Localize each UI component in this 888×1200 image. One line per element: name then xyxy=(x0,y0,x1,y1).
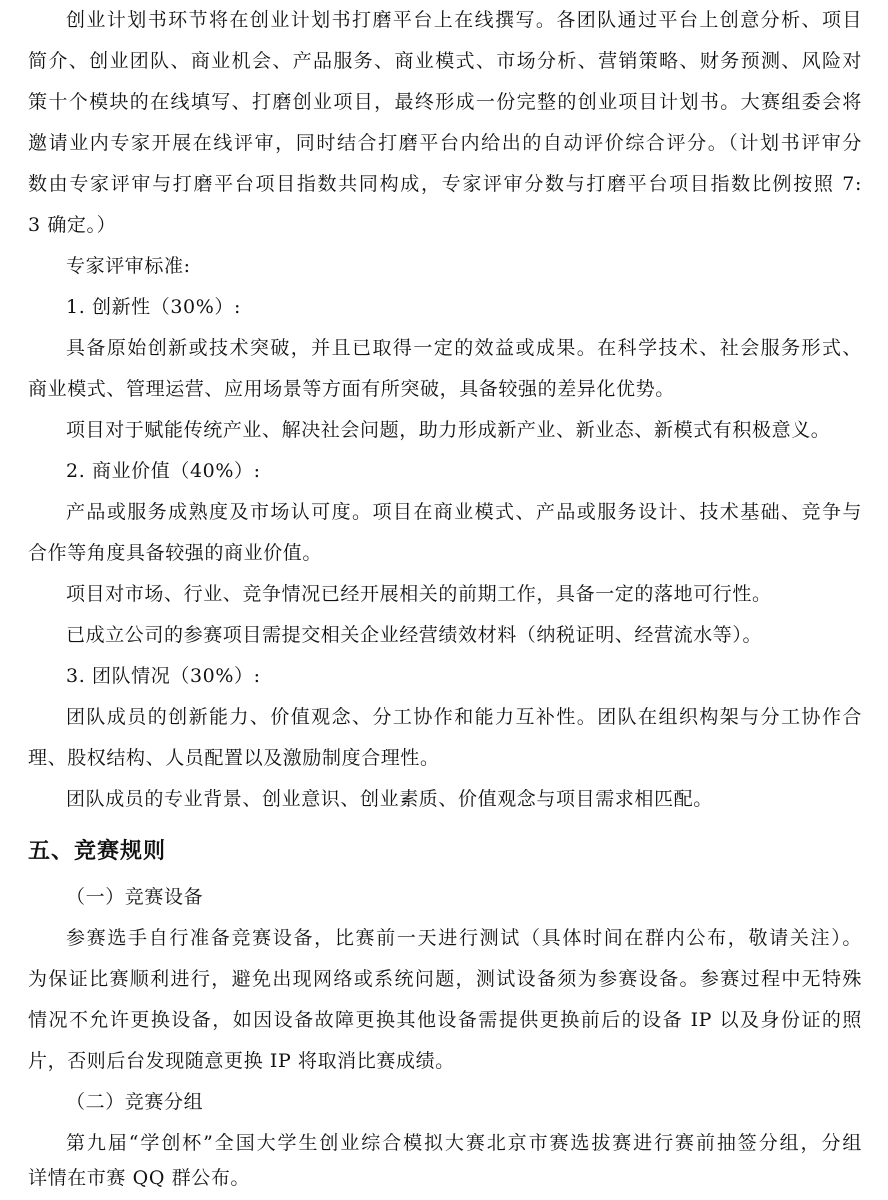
criteria-title: 专家评审标准: xyxy=(66,255,191,277)
subsection-heading: （二）竞赛分组 xyxy=(66,1091,204,1113)
paragraph-line: 具备原始创新或技术突破，并且已取得一定的效益或成果。在科学技术、社会服务形式、 xyxy=(66,337,862,359)
section-heading: 五、竞赛规则 xyxy=(28,839,167,864)
paragraph-line: 为保证比赛顺利进行，避免出现网络或系统问题，测试设备须为参赛设备。参赛过程中无特殊 xyxy=(28,968,862,990)
paragraph-line: 理、股权结构、人员配置以及激励制度合理性。 xyxy=(28,747,440,769)
paragraph-line: 简介、创业团队、商业机会、产品服务、商业模式、市场分析、营销策略、财务预测、风险对 xyxy=(28,50,862,72)
paragraph-line: 产品或服务成熟度及市场认可度。项目在商业模式、产品或服务设计、技术基础、竞争与 xyxy=(66,501,862,523)
paragraph-line: 3 确定。） xyxy=(28,214,117,236)
paragraph-line: 已成立公司的参赛项目需提交相关企业经营绩效材料（纳税证明、经营流水等）。 xyxy=(66,624,763,646)
paragraph-line: 商业模式、管理运营、应用场景等方面有所突破，具备较强的差异化优势。 xyxy=(28,378,675,400)
paragraph-line: 团队成员的专业背景、创业意识、创业素质、价值观念与项目需求相匹配。 xyxy=(66,788,713,810)
paragraph-line: 项目对市场、行业、竞争情况已经开展相关的前期工作，具备一定的落地可行性。 xyxy=(66,583,772,605)
paragraph-line: 参赛选手自行准备竞赛设备，比赛前一天进行测试（具体时间在群内公布，敬请关注）。 xyxy=(66,927,862,949)
paragraph-line: 项目对于赋能传统产业、解决社会问题，助力形成新产业、新业态、新模式有积极意义。 xyxy=(66,419,831,441)
criterion-3-title: 3. 团队情况（30%）: xyxy=(66,665,261,687)
subsection-heading: （一）竞赛设备 xyxy=(66,886,204,908)
criterion-2-title: 2. 商业价值（40%）: xyxy=(66,460,261,482)
paragraph-line: 情况不允许更换设备，如因设备故障更换其他设备需提供更换前后的设备 IP 以及身份证的照 xyxy=(28,1009,862,1031)
paragraph-line: 合作等角度具备较强的商业价值。 xyxy=(28,542,323,564)
paragraph-line: 邀请业内专家开展在线评审，同时结合打磨平台内给出的自动评价综合评分。（计划书评审分 xyxy=(28,132,862,154)
paragraph-line: 团队成员的创新能力、价值观念、分工协作和能力互补性。团队在组织构架与分工协作合 xyxy=(66,706,862,728)
paragraph-line: 第九届“学创杯”全国大学生创业综合模拟大赛北京市赛选拔赛进行赛前抽签分组，分组 xyxy=(66,1132,862,1154)
paragraph-line: 片，否则后台发现随意更换 IP 将取消比赛成绩。 xyxy=(28,1050,455,1072)
paragraph-line: 创业计划书环节将在创业计划书打磨平台上在线撰写。各团队通过平台上创意分析、项目 xyxy=(66,9,862,31)
paragraph-line: 数由专家评审与打磨平台项目指数共同构成，专家评审分数与打磨平台项目指数比例按照 7: xyxy=(28,173,862,195)
criterion-1-title: 1. 创新性（30%）: xyxy=(66,296,241,318)
paragraph-line: 详情在市赛 QQ 群公布。 xyxy=(28,1167,251,1189)
paragraph-line: 策十个模块的在线填写、打磨创业项目，最终形成一份完整的创业项目计划书。大赛组委会将 xyxy=(28,91,862,113)
